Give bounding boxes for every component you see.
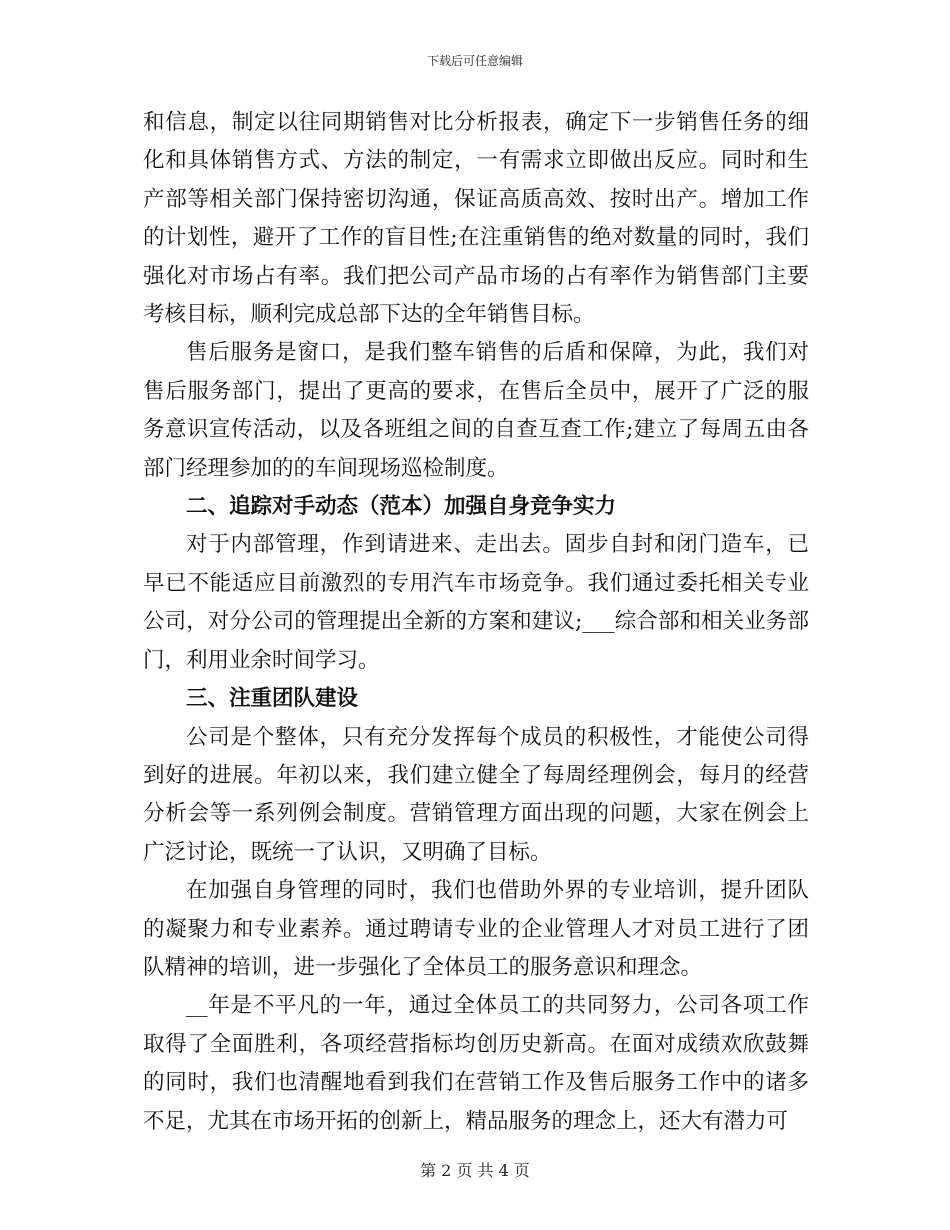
page-number: 第 2 页 共 4 页: [420, 1161, 530, 1180]
section-heading-team-building: 三、注重团队建设: [186, 686, 359, 712]
section-heading-competition: 二、追踪对手动态（范本）加强自身竞争实力: [186, 494, 617, 520]
page-header: 下载后可任意编辑: [426, 54, 523, 68]
paragraph-internal-management: 对于内部管理，作到请进来、走出去。固步自封和闭门造车，已早已不能适应目前激烈的专用汽车市场竞争。我们通过委托相关专业公司，对分公司的管理提出全新的方案和建议;___综合部和相关业务部门，利用业余时间学习。: [143, 532, 809, 673]
paragraph-after-sales: 售后服务是窗口，是我们整车销售的后盾和保障，为此，我们对售后服务部门，提出了更高的要求，在售后全员中，展开了广泛的服务意识宣传活动，以及各班组之间的自查互查工作;建立了每周五由各部门经理参加的的车间现场巡检制度。: [143, 340, 809, 481]
paragraph-training: 在加强自身管理的同时，我们也借助外界的专业培训，提升团队的凝聚力和专业素养。通过聘请专业的企业管理人才对员工进行了团队精神的培训，进一步强化了全体员工的服务意识和理念。: [143, 878, 809, 980]
paragraph-company-whole: 公司是个整体，只有充分发挥每个成员的积极性，才能使公司得到好的进展。年初以来，我们建立健全了每周经理例会，每月的经营分析会等一系列例会制度。营销管理方面出现的问题，大家在例会上广泛讨论，既统一了认识，又明确了目标。: [143, 724, 809, 865]
paragraph-sales-info: 和信息，制定以往同期销售对比分析报表，确定下一步销售任务的细化和具体销售方式、方法的制定，一有需求立即做出反应。同时和生产部等相关部门保持密切沟通，保证高质高效、按时出产。增加工作的计划性，避开了工作的盲目性;在注重销售的绝对数量的同时，我们强化对市场占有率。我们把公司产品市场的占有率作为销售部门主要考核目标，顺利完成总部下达的全年销售目标。: [143, 110, 809, 328]
document-body: [143, 104, 809, 1141]
paragraph-year-summary: __年是不平凡的一年，通过全体员工的共同努力，公司各项工作取得了全面胜利，各项经营指标均创历史新高。在面对成绩欢欣鼓舞的同时，我们也清醒地看到我们在营销工作及售后服务工作中的诸多不足，尤其在市场开拓的创新上，精品服务的理念上，还大有潜力可: [143, 993, 809, 1134]
